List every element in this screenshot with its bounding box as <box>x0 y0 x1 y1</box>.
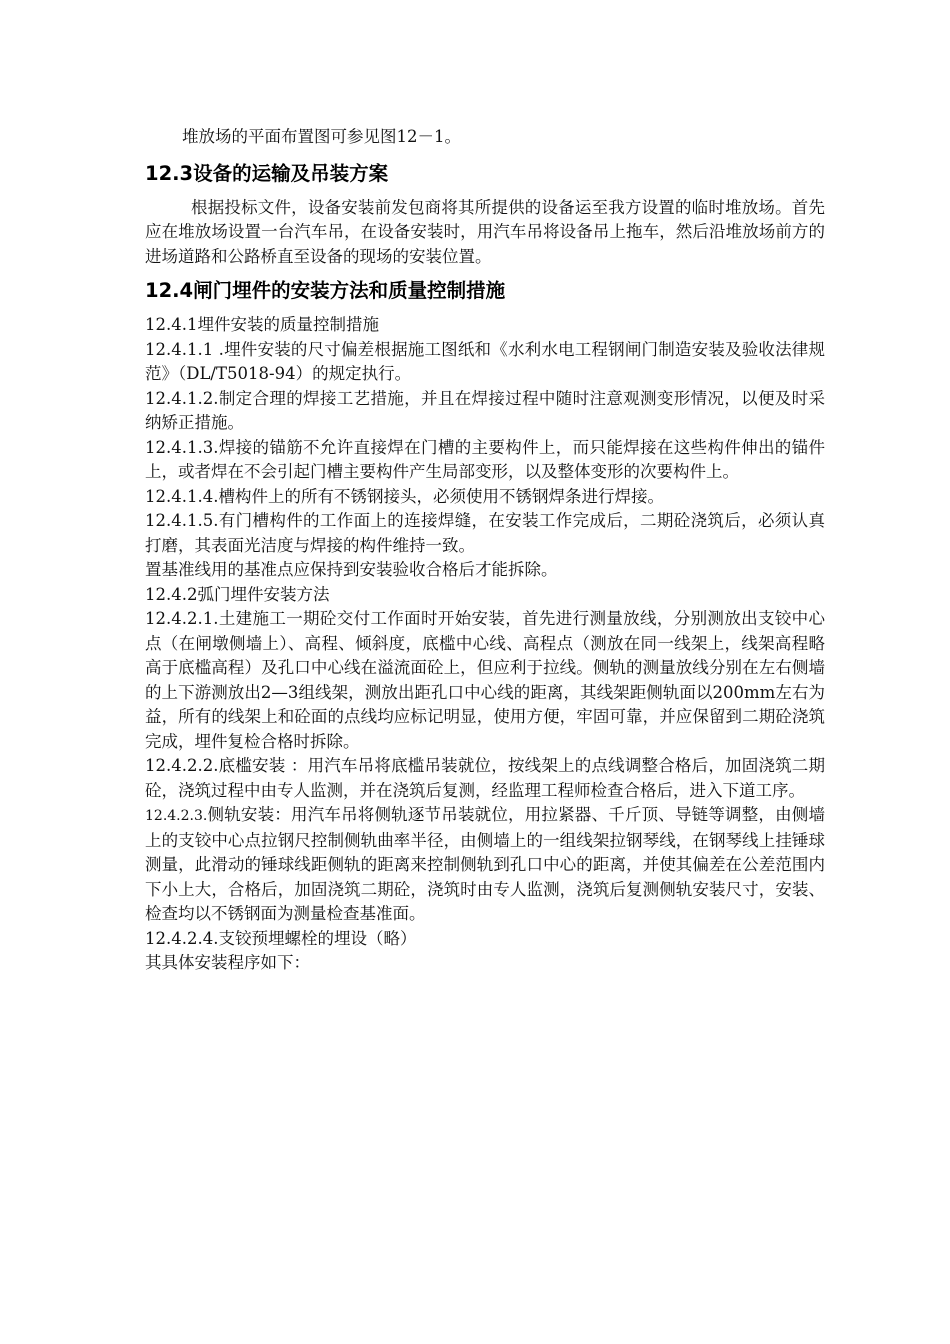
item-12-4-1-1: 12.4.1.1 .埋件安装的尺寸偏差根据施工图纸和《水利水电工程钢闸门制造安装及验收法律规范》（DL/T5018-94）的规定执行。 <box>145 339 825 383</box>
item-12-4-2-4: 12.4.2.4.支铰预埋螺栓的埋设（略） <box>145 928 417 948</box>
section-12-3-body: 根据投标文件，设备安装前发包商将其所提供的设备运至我方设置的临时堆放场。首先应在堆放场设置一台汽车吊，在设备安装时，用汽车吊将设备吊上拖车，然后沿堆放场前方的进场道路和公路桥直至设备的现场的安装位置。 <box>145 197 825 266</box>
item-12-4-2-3-text: 侧轨安装：用汽车吊将侧轨逐节吊装就位，用拉紧器、千斤顶、导链等调整，由侧墙上的支铰中心点拉钢尺控制侧轨曲率半径，由侧墙上的一组线架拉钢琴线，在钢琴线上挂锤球测量，此滑动的锤球线距侧轨的距离来控制侧轨到孔口中心的距离，并使其偏差在公差范围内下小上大，合格后，加固浇筑二期砼，浇筑时由专人监测，浇筑后复测侧轨安装尺寸，安装、检查均以不锈钢面为测量检查基准面。 <box>145 805 825 923</box>
section-heading-12-4: 12.4闸门埋件的安装方法和质量控制措施 <box>145 279 506 302</box>
item-12-4-1-3: 12.4.1.3.焊接的锚筋不允许直接焊在门槽的主要构件上，而只能焊接在这些构件伸出的锚件上，或者焊在不会引起门槽主要构件产生局部变形，以及整体变形的次要构件上。 <box>145 437 825 481</box>
item-12-4-1-5: 12.4.1.5.有门槽构件的工作面上的连接焊缝，在安装工作完成后，二期砼浇筑后，必须认真打磨，其表面光洁度与焊接的构件维持一致。 <box>145 511 825 555</box>
item-baseline-note: 置基准线用的基准点应保持到安装验收合格后才能拆除。 <box>145 560 558 579</box>
item-12-4-1-4: 12.4.1.4.槽构件上的所有不锈钢接头，必须使用不锈钢焊条进行焊接。 <box>145 486 664 506</box>
item-12-4-1-2: 12.4.1.2.制定合理的焊接工艺措施，并且在焊接过程中随时注意观测变形情况，以便及时采纳矫正措施。 <box>145 388 825 432</box>
item-12-4-2: 12.4.2弧门埋件安装方法 <box>145 584 330 604</box>
item-12-4-1: 12.4.1埋件安装的质量控制措施 <box>145 315 379 334</box>
item-12-4-2-3 <box>145 803 825 927</box>
section-heading-12-3: 12.3设备的运输及吊装方案 <box>145 161 389 185</box>
item-procedure-intro: 其具体安装程序如下： <box>145 953 310 972</box>
item-12-4-2-3-number: 12.4.2.3. <box>145 808 208 824</box>
item-12-4-2-1: 12.4.2.1.土建施工一期砼交付工作面时开始安装，首先进行测量放线，分别测放出支铰中心点（在闸墩侧墙上）、高程、倾斜度，底槛中心线、高程点（测放在同一线架上，线架高程略高于底槛高程）及孔口中心线在溢流面砼上，但应利于拉线。侧轨的测量放线分别在左右侧墙的上下游测放出2—3组线架，测放出距孔口中心线的距离，其线架距侧轨面以200mm左右为益，所有的线架上和砼面的点线均应标记明显，使用方便，牢固可靠，并应保留到二期砼浇筑完成，埋件复检合格时拆除。 <box>145 609 825 751</box>
item-12-4-2-2: 12.4.2.2.底槛安装 ：用汽车吊将底槛吊装就位，按线架上的点线调整合格后，加固浇筑二期砼，浇筑过程中由专人监测，并在浇筑后复测，经监理工程师检查合格后，进入下道工序。 <box>145 756 825 800</box>
document-page <box>145 125 825 976</box>
intro-paragraph: 堆放场的平面布置图可参见图12－1。 <box>182 127 461 146</box>
